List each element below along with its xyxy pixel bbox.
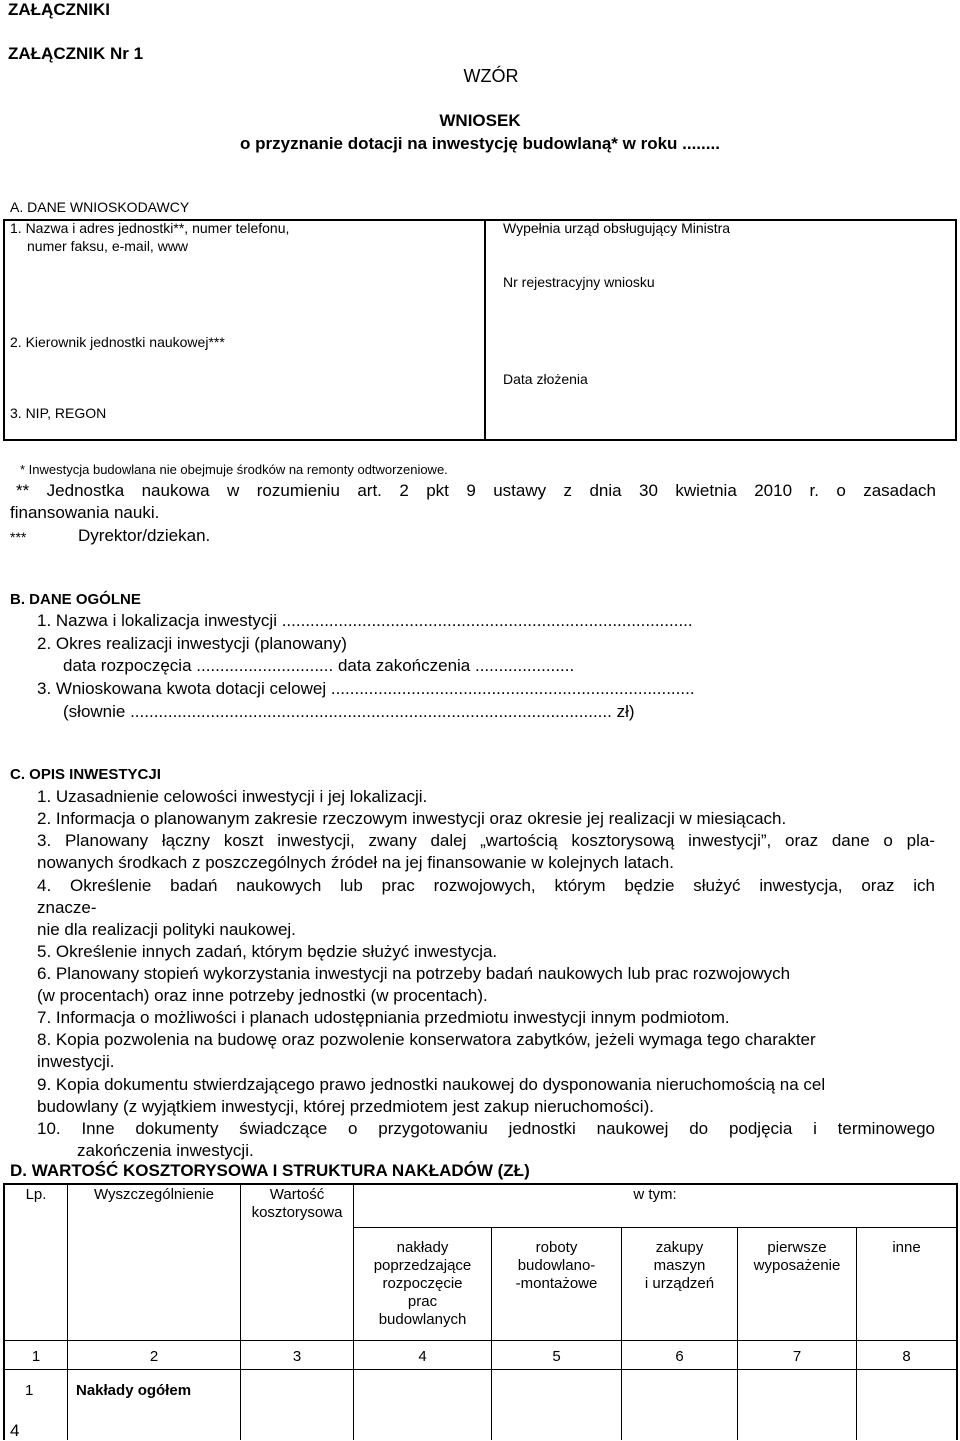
col-number-1: 1: [31, 1348, 41, 1365]
section-a-item1-line1: 1. Nazwa i adres jednostki**, numer telefonu,: [10, 220, 290, 236]
subheader-line: maszyn: [653, 1257, 706, 1274]
col-header-lp: Lp.: [25, 1186, 47, 1203]
table-col-line-8: [956, 1183, 958, 1440]
table-line-header-bottom: [3, 1340, 958, 1341]
subheader-line: budowlano-: [517, 1257, 596, 1274]
col-number-4: 4: [418, 1348, 427, 1365]
subheader-line: pierwsze: [767, 1239, 827, 1256]
section-c-item2: 2. Informacja o planowanym zakresie rzeczowym inwestycji oraz okresie jej realizacji w miesiącach.: [37, 809, 787, 828]
submission-date-label: Data złożenia: [503, 371, 588, 387]
table-line-top: [3, 1183, 958, 1185]
col-header-including: w tym:: [633, 1186, 677, 1203]
section-c-item9-line2: budowlany (z wyjątkiem inwestycji, której przedmiotem jest zakup nieruchomości).: [37, 1097, 654, 1116]
section-a-item2: 2. Kierownik jednostki naukowej***: [10, 334, 225, 350]
footnote-2-line1: ** Jednostka naukowa w rozumieniu art. 2 pkt 9 ustawy z dnia 30 kwietnia 2010 r. o zasadach: [16, 481, 936, 500]
subheader-line: prac: [407, 1293, 438, 1310]
section-c-item3-line2: nowanych środkach z poszczególnych źródeł na jej finansowanie w kolejnych latach.: [37, 853, 674, 872]
subheader-machinery-purchase: [622, 1239, 737, 1293]
section-c-item1: 1. Uzasadnienie celowości inwestycji i jej lokalizacji.: [37, 787, 428, 806]
table-col-line-7: [856, 1227, 857, 1440]
section-b-item1: 1. Nazwa i lokalizacja inwestycji .......................................................................................: [37, 611, 693, 630]
col-number-3: 3: [292, 1348, 302, 1365]
subheader-line: i urządzeń: [644, 1275, 715, 1292]
section-c-item10-line2: zakończenia inwestycji.: [77, 1141, 254, 1160]
subheader-other: inne: [892, 1239, 921, 1256]
table-col-line-1: [67, 1183, 68, 1440]
registration-number-label: Nr rejestracyjny wniosku: [503, 274, 655, 290]
subheader-line: -montażowe: [515, 1275, 598, 1292]
page-number: 4: [10, 1421, 20, 1440]
section-b-item3-words: (słownie ...................................................................................................... zł): [63, 702, 635, 721]
col-number-6: 6: [675, 1348, 684, 1365]
subheader-line: poprzedzające: [373, 1257, 472, 1274]
table-col-line-0: [3, 1183, 5, 1440]
subheader-line: rozpoczęcie: [382, 1275, 463, 1292]
subheader-initial-equipment: [738, 1239, 856, 1275]
section-c-item4-line2: znacze-: [37, 898, 97, 917]
col-number-7: 7: [792, 1348, 802, 1365]
section-c-item7: 7. Informacja o możliwości i planach udostępniania przedmiotu inwestycji innym podmiotom.: [37, 1008, 730, 1027]
col-number-2: 2: [149, 1348, 159, 1365]
section-b-item3: 3. Wnioskowana kwota dotacji celowej .............................................................................: [37, 679, 695, 698]
row1-label: Nakłady ogółem: [76, 1382, 192, 1399]
document-subtitle: o przyznanie dotacji na inwestycję budowlaną* w roku ........: [240, 134, 720, 153]
section-c-item4-line3: nie dla realizacji polityki naukowej.: [37, 920, 296, 939]
section-b-item2-dates: data rozpoczęcia ............................. data zakończenia .....................: [63, 656, 575, 675]
table-line-subheader: [353, 1227, 958, 1228]
office-use-label: Wypełnia urząd obsługujący Ministra: [503, 220, 731, 236]
section-a-item1-line2: numer faksu, e-mail, www: [27, 238, 189, 254]
section-c-item4-line1: 4. Określenie badań naukowych lub prac rozwojowych, którym będzie służyć inwestycja, oraz ich: [37, 876, 935, 895]
section-b-item2: 2. Okres realizacji inwestycji (planowany): [37, 634, 347, 653]
subheader-line: zakupy: [655, 1239, 704, 1256]
subheader-line: wyposażenie: [753, 1257, 841, 1274]
subheader-line: roboty: [535, 1239, 578, 1256]
row1-lp: 1: [25, 1382, 34, 1399]
section-c-item6-line1: 6. Planowany stopień wykorzystania inwestycji na potrzeby badań naukowych lub prac rozwojowych: [37, 964, 791, 983]
section-c-item8-line2: inwestycji.: [37, 1052, 115, 1071]
footnote-3-mark: ***: [10, 529, 27, 545]
section-b-heading: B. DANE OGÓLNE: [10, 591, 141, 608]
footnote-2-line2: finansowania nauki.: [10, 503, 160, 522]
section-c-item3-line1: 3. Planowany łączny koszt inwestycji, zwany dalej „wartością kosztorysową inwestycji”, oraz dane o pla-: [37, 831, 935, 850]
section-c-heading: C. OPIS INWESTYCJI: [10, 766, 161, 783]
applicant-box-divider: [484, 219, 486, 441]
subheader-line: budowlanych: [378, 1311, 467, 1328]
col-header-item: Wyszczególnienie: [94, 1186, 214, 1203]
section-d-heading: D. WARTOŚĆ KOSZTORYSOWA I STRUKTURA NAKŁADÓW (ZŁ): [10, 1161, 530, 1180]
col-header-value-line1: Wartość: [269, 1186, 325, 1203]
section-c-item8-line1: 8. Kopia pozwolenia na budowę oraz pozwolenie konserwatora zabytków, jeżeli wymaga tego charakter: [37, 1030, 816, 1049]
annex-number: ZAŁĄCZNIK Nr 1: [8, 44, 144, 63]
document-title: WNIOSEK: [439, 111, 521, 130]
section-c-item10-line1: 10. Inne dokumenty świadczące o przygotowaniu jednostki naukowej do podjęcia i terminowego: [37, 1119, 935, 1138]
cost-structure-table: [3, 1183, 958, 1440]
section-c-item9-line1: 9. Kopia dokumentu stwierdzającego prawo jednostki naukowej do dysponowania nieruchomością na cel: [37, 1075, 826, 1094]
section-c-item5: 5. Określenie innych zadań, którym będzie służyć inwestycja.: [37, 942, 498, 961]
section-a-heading: A. DANE WNIOSKODAWCY: [10, 199, 190, 215]
section-a-item3: 3. NIP, REGON: [10, 405, 107, 421]
template-label: WZÓR: [463, 66, 519, 86]
col-number-5: 5: [552, 1348, 561, 1365]
footnote-3-text: Dyrektor/dziekan.: [78, 526, 211, 545]
subheader-preliminary-costs: [354, 1239, 491, 1329]
footnote-1: * Inwestycja budowlana nie obejmuje środków na remonty odtworzeniowe.: [20, 462, 448, 477]
section-c-item6-line2: (w procentach) oraz inne potrzeby jednostki (w procentach).: [37, 986, 488, 1005]
subheader-construction-works: [492, 1239, 621, 1293]
col-number-8: 8: [902, 1348, 911, 1365]
col-header-value-line2: kosztorysowa: [251, 1204, 343, 1221]
annex-heading: ZAŁĄCZNIKI: [8, 0, 110, 19]
subheader-line: nakłady: [396, 1239, 449, 1256]
table-line-numbers-bottom: [3, 1369, 958, 1370]
